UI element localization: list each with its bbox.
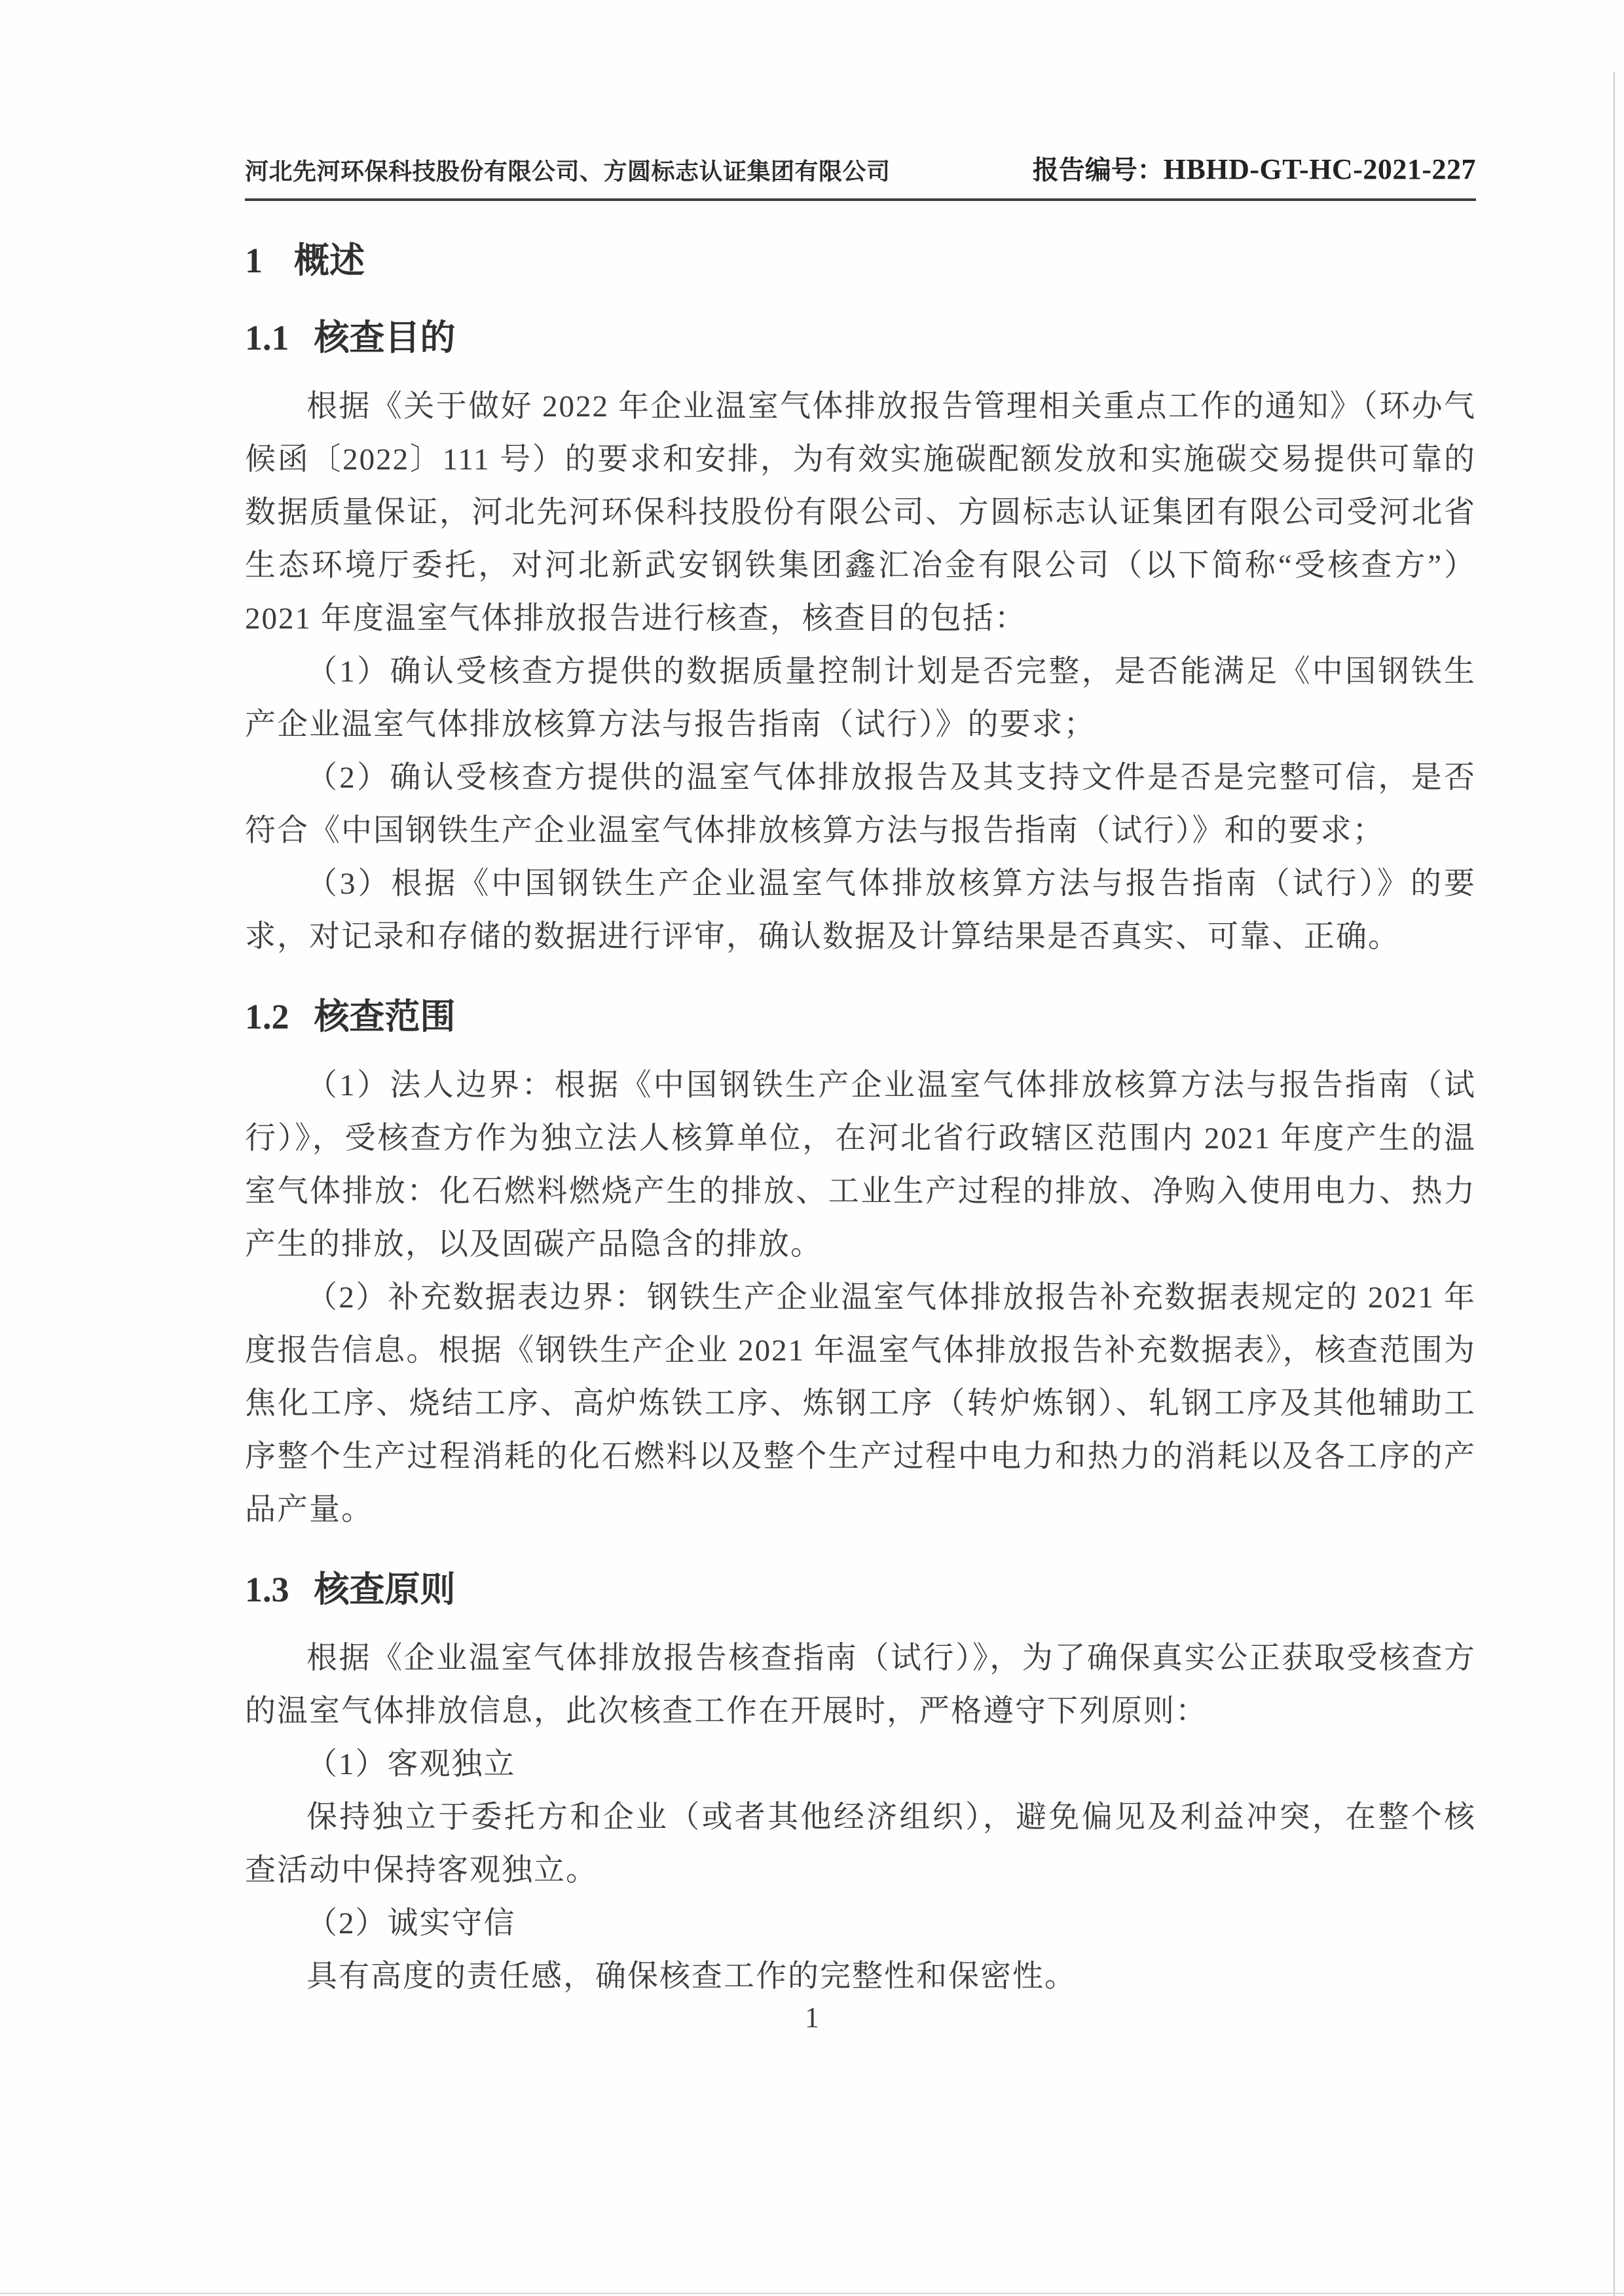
header-company-names: 河北先河环保科技股份有限公司、方圆标志认证集团有限公司 <box>245 158 891 185</box>
section-number: 1.3 <box>245 1570 289 1609</box>
paragraph: （1）确认受核查方提供的数据质量控制计划是否完整，是否能满足《中国钢铁生产企业温室气体排放核算方法与报告指南（试行）》的要求； <box>245 655 1476 742</box>
section-number: 1 <box>245 241 263 280</box>
scan-edge-right <box>1614 72 1615 2296</box>
section-title-text: 概述 <box>294 241 365 280</box>
section-title-verification-scope <box>245 993 1476 1041</box>
section-title-text: 核查原则 <box>314 1570 456 1609</box>
page-content <box>245 149 1476 2003</box>
paragraph: （1）法人边界：根据《中国钢铁生产企业温室气体排放核算方法与报告指南（试行）》，受核查方作为独立法人核算单位，在河北省行政辖区范围内 2021 年度产生的温室气体排放：化石燃料燃烧产生的排放、工业生产过程的排放、净购入使用电力、热力产生的排放，以及固碳产品隐含的排放。 <box>245 1068 1476 1262</box>
paragraph: （2）诚实守信 <box>306 1906 516 1941</box>
page-header <box>245 149 1476 201</box>
section-title-overview <box>245 236 1476 285</box>
report-number-label: 报告编号： <box>1032 156 1164 185</box>
report-number-value: HBHD-GT-HC-2021-227 <box>1163 153 1476 185</box>
section-number: 1.2 <box>245 997 289 1036</box>
header-report-number <box>1033 149 1476 187</box>
section-number: 1.1 <box>245 318 289 357</box>
scan-edge-bottom <box>0 2293 1624 2294</box>
section-title-text: 核查范围 <box>314 997 456 1036</box>
section-title-text: 核查目的 <box>314 318 456 357</box>
paragraph: 具有高度的责任感，确保核查工作的完整性和保密性。 <box>306 1959 1077 1994</box>
paragraph: （1）客观独立 <box>306 1747 516 1781</box>
section-title-verification-purpose <box>245 314 1476 362</box>
paragraph: 根据《企业温室气体排放报告核查指南（试行）》，为了确保真实公正获取受核查方的温室气体排放信息，此次核查工作在开展时，严格遵守下列原则： <box>245 1641 1476 1728</box>
paragraph: （2）确认受核查方提供的温室气体排放报告及其支持文件是否是完整可信，是否符合《中国钢铁生产企业温室气体排放核算方法与报告指南（试行）》和的要求； <box>245 761 1476 848</box>
paragraph: 根据《关于做好 2022 年企业温室气体排放报告管理相关重点工作的通知》（环办气候函〔2022〕111 号）的要求和安排，为有效实施碳配额发放和实施碳交易提供可靠的数据质量保证，河北先河环保科技股份有限公司、方圆标志认证集团有限公司受河北省生态环境厅委托，对河北新武安钢铁集团鑫汇冶金有限公司（以下简称“受核查方”）2021 年度温室气体排放报告进行核查，核查目的包括： <box>245 390 1476 636</box>
paragraph: （2）补充数据表边界：钢铁生产企业温室气体排放报告补充数据表规定的 2021 年度报告信息。根据《钢铁生产企业 2021 年温室气体排放报告补充数据表》，核查范围为焦化工序、烧结工序、高炉炼铁工序、炼钢工序（转炉炼钢）、轧钢工序及其他辅助工序整个生产过程消耗的化石燃料以及整个生产过程中电力和热力的消耗以及各工序的产品产量。 <box>245 1281 1476 1527</box>
section-title-verification-principles <box>245 1565 1476 1614</box>
page-number: 1 <box>805 2001 819 2033</box>
paragraph: 保持独立于委托方和企业（或者其他经济组织），避免偏见及利益冲突，在整个核查活动中保持客观独立。 <box>245 1800 1476 1887</box>
paragraph: （3）根据《中国钢铁生产企业温室气体排放核算方法与报告指南（试行）》的要求，对记录和存储的数据进行评审，确认数据及计算结果是否真实、可靠、正确。 <box>245 867 1476 954</box>
